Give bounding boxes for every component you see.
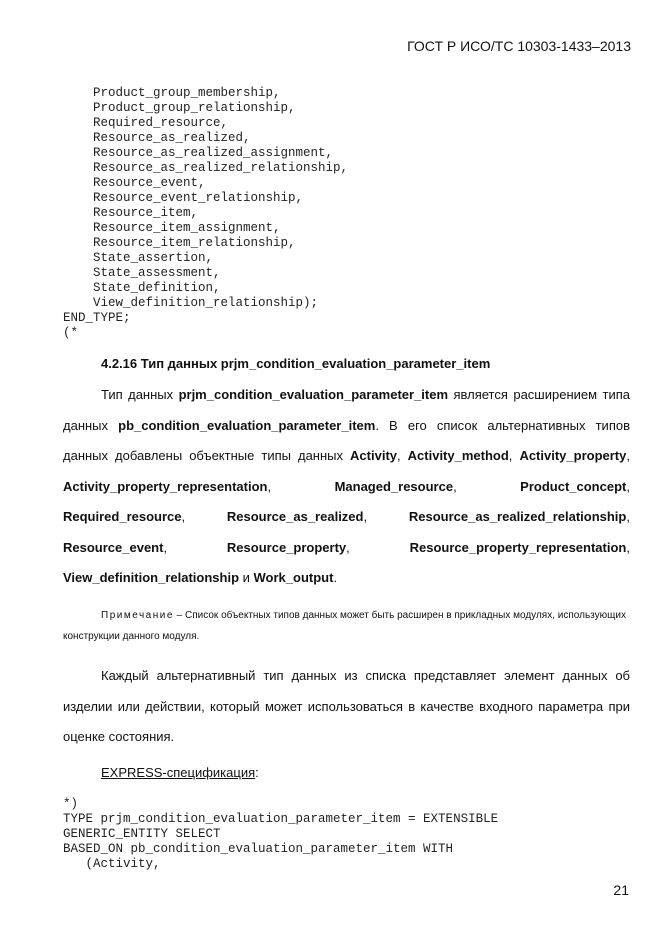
colon: : xyxy=(255,765,259,780)
separator: , xyxy=(626,509,630,524)
entity-type-name: Managed_resource xyxy=(334,478,454,494)
note-text: Список объектных типов данных может быть расширен в прикладных модулях, использующих конструкции данного модуля. xyxy=(63,610,626,642)
entity-type-name: Activity xyxy=(350,448,398,463)
separator: , xyxy=(267,478,335,494)
code-line: Resource_as_realized_assignment, xyxy=(63,146,334,160)
type-name: prjm_condition_evaluation_parameter_item xyxy=(178,387,449,402)
code-line: Product_group_relationship, xyxy=(63,101,296,115)
period: . xyxy=(333,570,338,585)
para-text: Тип данных xyxy=(101,387,179,402)
express-spec-title: EXPRESS-спецификация xyxy=(101,765,256,780)
code-line: Resource_event, xyxy=(63,176,206,190)
code-line: (* xyxy=(63,326,79,340)
separator: , xyxy=(626,478,630,494)
express-spec-label xyxy=(101,765,259,780)
conjunction: и xyxy=(239,570,254,585)
code-line: Product_group_membership, xyxy=(63,86,281,100)
page-number: 21 xyxy=(613,882,629,898)
code-line: TYPE prjm_condition_evaluation_parameter_item = EXTENSIBLE xyxy=(63,812,499,826)
entity-type-name: Product_concept xyxy=(520,478,627,494)
code-line: *) xyxy=(63,797,79,811)
code-line: Resource_as_realized_relationship, xyxy=(63,161,349,175)
note-dash: – xyxy=(173,610,186,621)
code-line: Required_resource, xyxy=(63,116,229,130)
code-line: Resource_item_relationship, xyxy=(63,236,296,250)
entity-type-name: Resource_event xyxy=(63,539,164,555)
code-line: State_assertion, xyxy=(63,251,214,265)
separator: , xyxy=(453,478,521,494)
entity-type-name: Resource_as_realized_relationship xyxy=(408,509,627,524)
code-line: State_assessment, xyxy=(63,266,221,280)
separator: , xyxy=(163,539,227,555)
description-paragraph-2: Каждый альтернативный тип данных из списка представляет элемент данных об изделии или действии, который может использоваться в качестве входного параметра при оценке состояния. xyxy=(63,668,630,744)
entity-type-name: Activity_method xyxy=(407,448,509,463)
code-line: Resource_event_relationship, xyxy=(63,191,304,205)
entity-type-name: Activity_property xyxy=(519,448,627,463)
entity-type-name: Resource_as_realized xyxy=(226,509,364,524)
separator: , xyxy=(508,448,520,463)
code-line: BASED_ON pb_condition_evaluation_parameter_item WITH xyxy=(63,842,454,856)
type-name: pb_condition_evaluation_parameter_item xyxy=(118,417,376,433)
code-line: View_definition_relationship); xyxy=(63,296,319,310)
note-block xyxy=(63,605,630,647)
separator: , xyxy=(397,448,408,463)
section-heading: 4.2.16 Тип данных prjm_condition_evaluation_parameter_item xyxy=(101,356,491,371)
entity-type-name: Activity_property_representation xyxy=(63,478,268,494)
code-line: (Activity, xyxy=(63,857,161,871)
para-text: является расширением типа данных xyxy=(63,387,630,433)
express-code-block-bottom xyxy=(63,797,498,872)
entity-type-name: Work_output xyxy=(253,570,334,585)
note-label: Примечание xyxy=(101,610,174,621)
code-line: Resource_item_assignment, xyxy=(63,221,281,235)
separator: , xyxy=(363,509,409,524)
separator: , xyxy=(626,448,630,463)
entity-type-name: Resource_property xyxy=(226,539,347,555)
express-code-block-top xyxy=(63,86,348,341)
entity-type-name: View_definition_relationship xyxy=(63,570,240,585)
separator: , xyxy=(626,539,630,555)
code-line: GENERIC_ENTITY SELECT xyxy=(63,827,221,841)
separator: , xyxy=(346,539,410,555)
code-line: END_TYPE; xyxy=(63,311,131,325)
para-text: . В его список альтернативных типов данных добавлены объектные типы данных xyxy=(63,417,630,463)
document-standard-header: ГОСТ Р ИСО/ТС 10303-1433–2013 xyxy=(407,38,631,54)
separator: , xyxy=(181,509,227,524)
code-line: Resource_item, xyxy=(63,206,199,220)
description-paragraph xyxy=(63,380,630,594)
code-line: State_definition, xyxy=(63,281,221,295)
entity-type-name: Resource_property_representation xyxy=(409,539,627,555)
code-line: Resource_as_realized, xyxy=(63,131,251,145)
entity-type-name: Required_resource xyxy=(63,509,182,524)
